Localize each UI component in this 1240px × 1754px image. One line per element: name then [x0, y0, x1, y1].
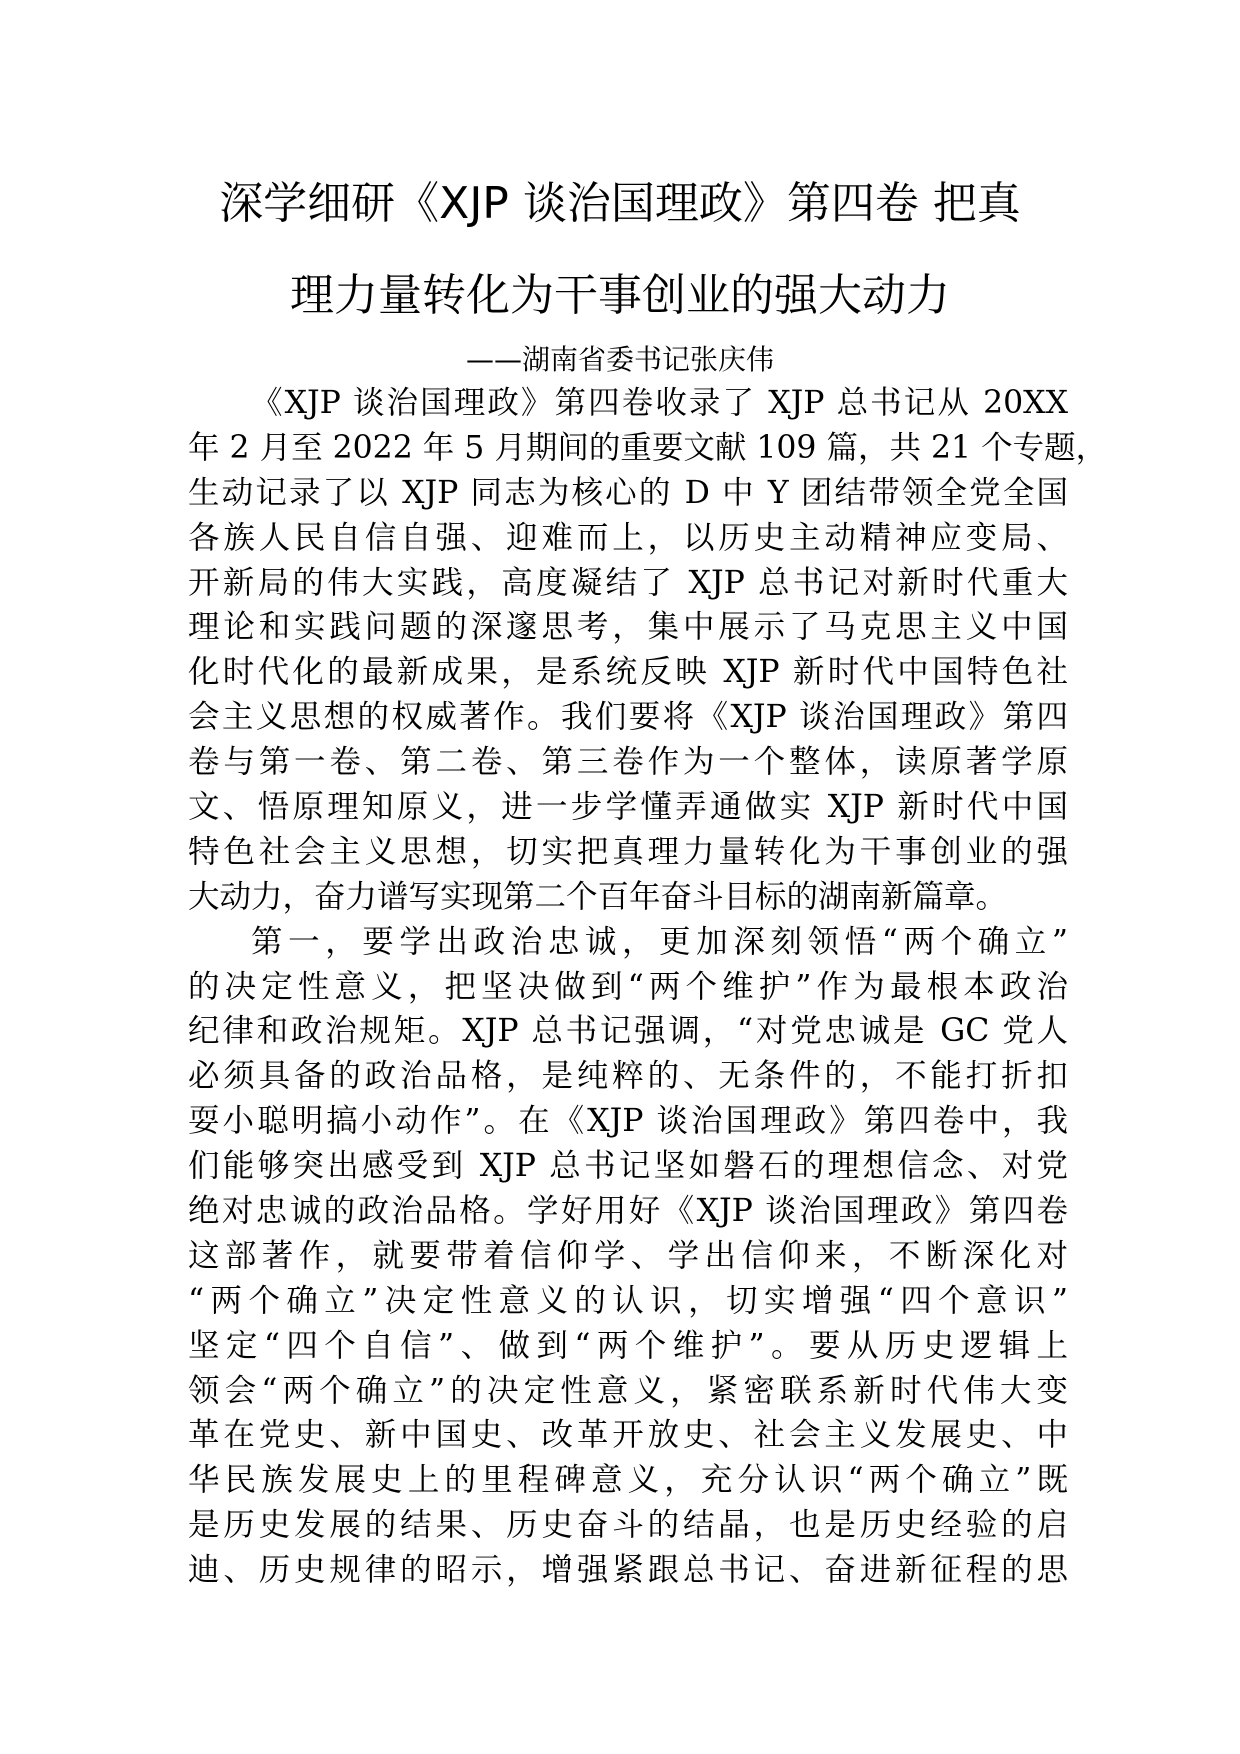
text-line: 文、悟原理知原义，进一步学懂弄通做实 XJP 新时代中国	[188, 789, 1068, 826]
title-line: 理力量转化为干事创业的强大动力	[290, 270, 950, 321]
text-line: 各族人民自信自强、迎难而上，以历史主动精神应变局、	[188, 519, 1068, 556]
author-byline: ——湖南省委书记张庆伟	[465, 343, 774, 376]
paragraph-first-point	[188, 920, 1068, 1593]
text-line: 的决定性意义，把坚决做到“两个维护”作为最根本政治	[188, 968, 1068, 1005]
text-line: 耍小聪明搞小动作”。在《XJP 谈治国理政》第四卷中，我	[188, 1103, 1068, 1140]
text-line: 是历史发展的结果、历史奋斗的结晶，也是历史经验的启	[188, 1507, 1068, 1544]
text-line: 革在党史、新中国史、改革开放史、社会主义发展史、中	[188, 1417, 1068, 1454]
text-line: “两个确立”决定性意义的认识，切实增强“四个意识”	[188, 1282, 1068, 1319]
text-line: 华民族发展史上的里程碑意义，充分认识“两个确立”既	[188, 1462, 1068, 1499]
text-line: 领会“两个确立”的决定性意义，紧密联系新时代伟大变	[188, 1372, 1068, 1409]
text-line: 坚定“四个自信”、做到“两个维护”。要从历史逻辑上	[188, 1327, 1068, 1364]
text-line: 理论和实践问题的深邃思考，集中展示了马克思主义中国	[188, 609, 1068, 646]
text-line: 第一，要学出政治忠诚，更加深刻领悟“两个确立”	[251, 923, 1068, 960]
text-line: 年 2 月至 2022 年 5 月期间的重要文献 109 篇，共 21 个专题，	[188, 429, 1108, 466]
text-line: 必须具备的政治品格，是纯粹的、无条件的，不能打折扣	[188, 1058, 1068, 1095]
title-line: 深学细研《XJP 谈治国理政》第四卷 把真	[219, 178, 1021, 229]
text-line: 绝对忠诚的政治品格。学好用好《XJP 谈治国理政》第四卷	[188, 1193, 1068, 1230]
text-line: 化时代化的最新成果，是系统反映 XJP 新时代中国特色社	[188, 654, 1068, 691]
text-line: 这部著作，就要带着信仰学、学出信仰来，不断深化对	[188, 1237, 1068, 1274]
text-line: 纪律和政治规矩。XJP 总书记强调，“对党忠诚是 GC 党人	[188, 1013, 1068, 1050]
text-line: 们能够突出感受到 XJP 总书记坚如磐石的理想信念、对党	[188, 1148, 1068, 1185]
text-line: 《XJP 谈治国理政》第四卷收录了 XJP 总书记从 20XX	[251, 385, 1068, 421]
text-line: 会主义思想的权威著作。我们要将《XJP 谈治国理政》第四	[188, 699, 1068, 736]
text-line: 特色社会主义思想，切实把真理力量转化为干事创业的强	[188, 833, 1068, 870]
text-line: 开新局的伟大实践，高度凝结了 XJP 总书记对新时代重大	[188, 564, 1068, 601]
paragraph-intro	[188, 381, 1108, 920]
text-line: 大动力，奋力谱写实现第二个百年奋斗目标的湖南新篇章。	[188, 878, 1008, 915]
text-line: 生动记录了以 XJP 同志为核心的 D 中 Y 团结带领全党全国	[188, 474, 1068, 511]
document-title	[160, 158, 1080, 342]
document-body	[188, 381, 1108, 1593]
text-line: 卷与第一卷、第二卷、第三卷作为一个整体，读原著学原	[188, 744, 1068, 781]
text-line: 迪、历史规律的昭示，增强紧跟总书记、奋进新征程的思	[188, 1552, 1068, 1589]
